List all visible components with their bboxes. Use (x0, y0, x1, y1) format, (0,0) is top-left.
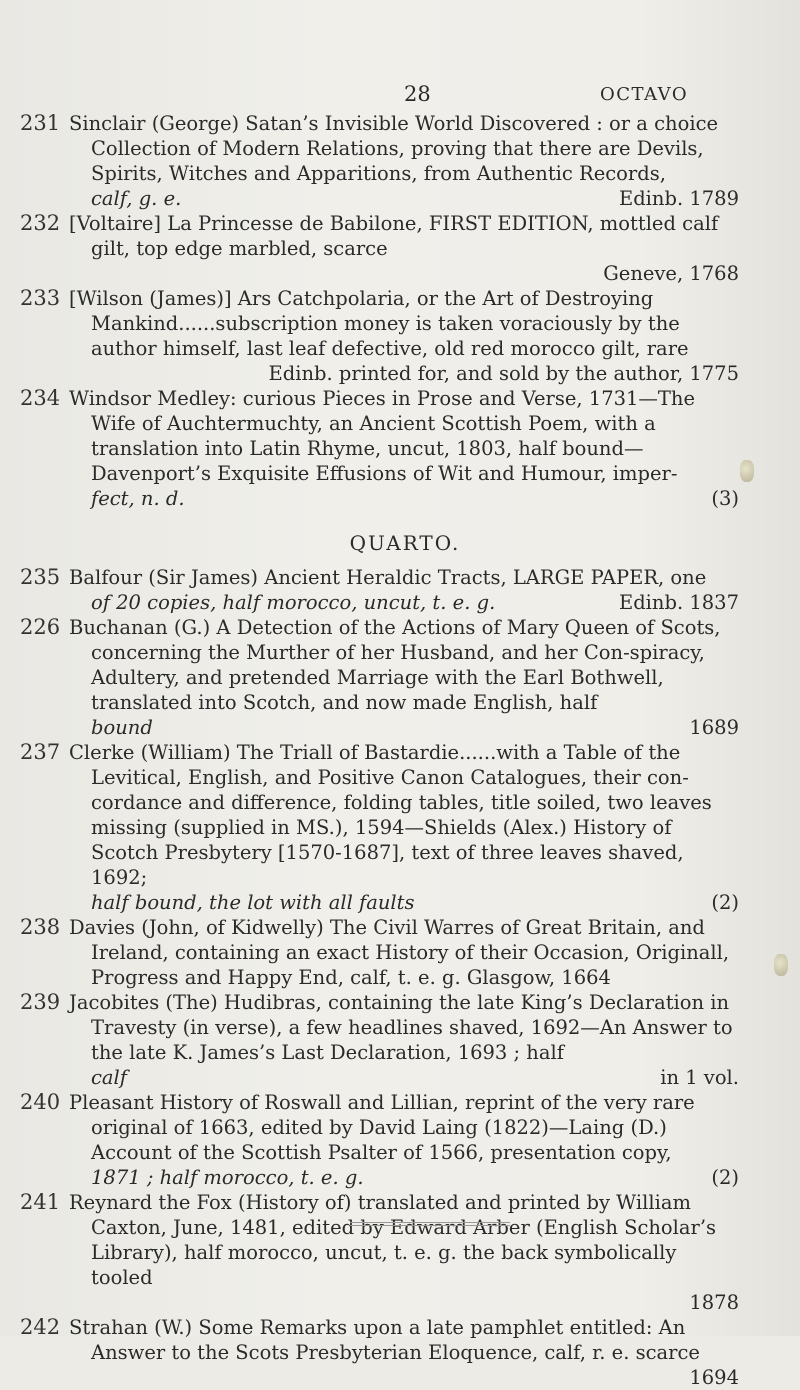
entry-text (69, 1190, 739, 1315)
lot-number: 241 (20, 1190, 61, 1214)
entry-text (69, 1315, 739, 1390)
closing-rule (350, 1222, 510, 1226)
imprint-place-date: (3) (711, 487, 739, 510)
imprint-place-date: (2) (711, 1166, 739, 1189)
catalogue-entry (0, 1315, 800, 1390)
entry-text (69, 990, 739, 1090)
entry-imprint (69, 486, 739, 511)
entry-imprint (69, 1165, 739, 1190)
entry-imprint (69, 1365, 739, 1390)
imprint-binding (69, 261, 91, 286)
entry-description: [Wilson (James)] Ars Catchpolaria, or the Art of Destroying Mankind......subscription money is taken voraciously by the author himself, last leaf defective, old red morocco gilt, rare (69, 287, 689, 360)
entry-text (69, 740, 739, 915)
entry-text (69, 615, 739, 740)
lot-number: 226 (20, 615, 61, 639)
catalogue-entry (0, 111, 800, 211)
entry-description: Jacobites (The) Hudibras, containing the late King’s Declaration in Travesty (in verse), a few headlines shaved, 1692—An Answer to the late K. James’s Last Declaration, 1693 ; half (69, 991, 733, 1064)
lot-number: 234 (20, 386, 61, 410)
imprint-binding (69, 1290, 91, 1315)
entry-description: Pleasant History of Roswall and Lillian, reprint of the very rare original of 1663, edited by David Laing (1822)—Laing (D.) Account of the Scottish Psalter of 1566, presentation copy, (69, 1091, 695, 1164)
section-title-quarto: QUARTO. (349, 531, 461, 555)
imprint-binding: calf (91, 1066, 128, 1089)
lot-number: 240 (20, 1090, 61, 1114)
lot-number: 238 (20, 915, 61, 939)
entry-imprint (69, 186, 739, 211)
entry-imprint (69, 890, 739, 915)
entry-description: Windsor Medley: curious Pieces in Prose and Verse, 1731—The Wife of Auchtermuchty, an Ancient Scottish Poem, with a translation into Latin Rhyme, uncut, 1803, half bound—Davenport’s Exquisite Effusions of Wit and Humour, imper- (69, 387, 696, 485)
catalogue-entry (0, 286, 800, 386)
imprint-binding (69, 1365, 91, 1390)
entry-description: [Voltaire] La Princesse de Babilone, FIRST EDITION, mottled calf gilt, top edge marbled, scarce (69, 212, 719, 260)
imprint-place-date: 1689 (689, 716, 739, 739)
imprint-binding: of 20 copies, half morocco, uncut, t. e. g. (91, 591, 496, 614)
imprint-place-date: (2) (711, 891, 739, 914)
catalogue-entry (0, 386, 800, 511)
imprint-place-date: Edinb. 1837 (618, 591, 739, 614)
running-head: OCTAVO (600, 84, 689, 105)
page-header (0, 82, 800, 112)
entry-description: Sinclair (George) Satan’s Invisible World Discovered : or a choice Collection of Modern Relations, proving that there are Devils, Spirits, Witches and Apparitions, from Authentic Records, (69, 112, 719, 185)
lot-number: 233 (20, 286, 61, 310)
entry-description: Buchanan (G.) A Detection of the Actions of Mary Queen of Scots, concerning the Murther of her Husband, and her Con-spiracy, Adultery, and pretended Marriage with the Earl Bothwell, translated into Scotch, and now made English, half (69, 616, 721, 714)
imprint-binding: half bound, the lot with all faults (91, 891, 415, 914)
entry-text (69, 211, 739, 286)
imprint-binding: bound (91, 716, 153, 739)
entry-description: Davies (John, of Kidwelly) The Civil Warres of Great Britain, and Ireland, containing an exact History of their Occasion, Originall, Progress and Happy End, calf, t. e. g. Glasgow, 1664 (69, 916, 730, 989)
entry-description: Reynard the Fox (History of) translated and printed by William Caxton, June, 1481, edited by Edward Arber (English Scholar’s Library), half morocco, uncut, t. e. g. the back symbolically tooled (69, 1191, 717, 1289)
imprint-place-date: Edinb. 1789 (618, 187, 739, 210)
catalogue-entry (0, 915, 800, 990)
lot-number: 239 (20, 990, 61, 1014)
paper-stain (774, 954, 788, 976)
lot-number: 232 (20, 211, 61, 235)
imprint-binding: calf, g. e. (91, 187, 182, 210)
entry-text (69, 111, 739, 211)
entry-imprint (69, 361, 739, 386)
imprint-place-date: 1878 (689, 1291, 739, 1314)
entry-description: Clerke (William) The Triall of Bastardie......with a Table of the Levitical, English, and Positive Canon Catalogues, their con-cordance and difference, folding tables, title soiled, two leaves missing (supplied in MS.), 1594—Shields (Alex.) History of Scotch Presbytery [1570-1687], text of three leaves shaved, 1692; (69, 741, 712, 889)
entry-description: Balfour (Sir James) Ancient Heraldic Tracts, LARGE PAPER, one (69, 566, 707, 589)
octavo-section (0, 111, 800, 511)
catalogue-entry (0, 1090, 800, 1190)
catalogue-entry (0, 990, 800, 1090)
page-number: 28 (404, 82, 431, 106)
entry-imprint (69, 1065, 739, 1090)
imprint-place-date: 1694 (689, 1366, 739, 1389)
entry-imprint (69, 1290, 739, 1315)
imprint-place-date: Geneve, 1768 (603, 262, 739, 285)
catalogue-entry (0, 740, 800, 915)
imprint-binding: fect, n. d. (91, 487, 185, 510)
catalogue-entry (0, 211, 800, 286)
imprint-binding (69, 361, 91, 386)
catalogue-body (0, 111, 800, 1390)
entry-imprint (69, 590, 739, 615)
entry-text (69, 915, 739, 990)
catalogue-entry (0, 565, 800, 615)
entry-text (69, 1090, 739, 1190)
lot-number: 235 (20, 565, 61, 589)
entry-imprint (69, 715, 739, 740)
entry-imprint (69, 261, 739, 286)
entry-description: Strahan (W.) Some Remarks upon a late pamphlet entitled: An Answer to the Scots Presbyterian Eloquence, calf, r. e. scarce (69, 1316, 700, 1364)
lot-number: 242 (20, 1315, 61, 1339)
quarto-section (0, 565, 800, 1390)
lot-number: 237 (20, 740, 61, 764)
paper-stain (740, 460, 754, 482)
entry-text (69, 386, 739, 511)
imprint-place-date: in 1 vol. (660, 1066, 739, 1089)
lot-number: 231 (20, 111, 61, 135)
imprint-place-date: Edinb. printed for, and sold by the author, 1775 (268, 362, 739, 385)
imprint-binding: 1871 ; half morocco, t. e. g. (91, 1166, 364, 1189)
entry-text (69, 565, 739, 615)
catalogue-entry (0, 615, 800, 740)
entry-text (69, 286, 739, 386)
catalogue-entry (0, 1190, 800, 1315)
